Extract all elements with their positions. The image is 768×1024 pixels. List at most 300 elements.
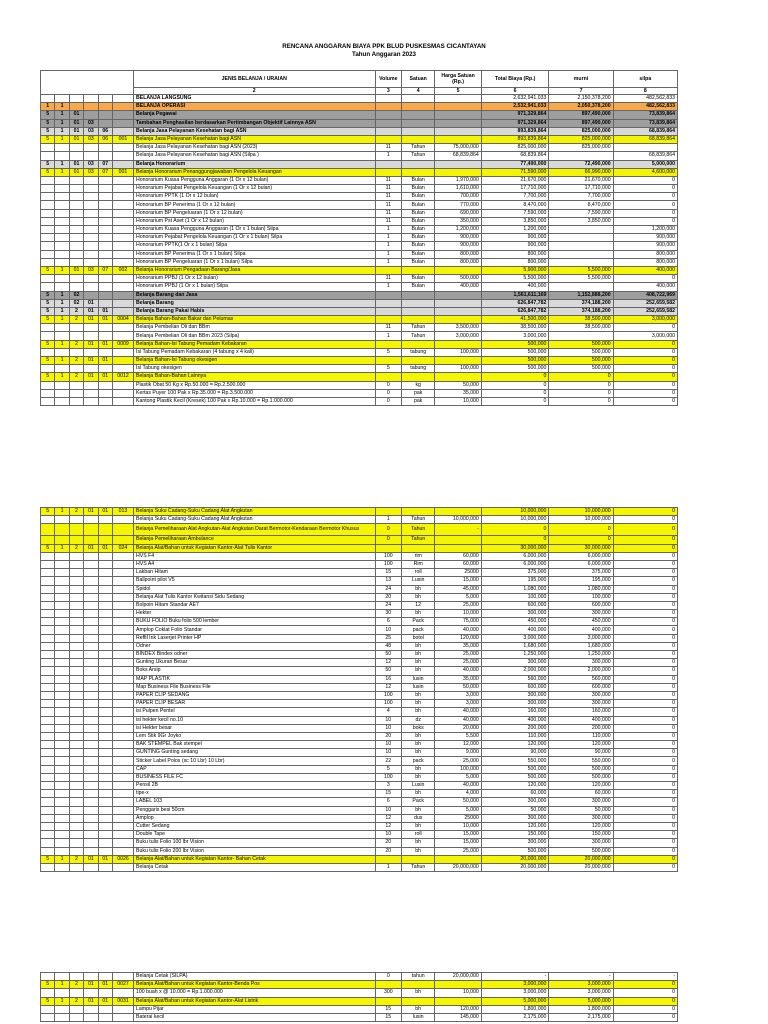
account-code-cell: 2 bbox=[69, 981, 83, 989]
account-code-cell bbox=[41, 847, 55, 855]
account-code-cell bbox=[55, 610, 69, 618]
total-cost-cell: 300,000 bbox=[481, 814, 549, 822]
account-code-cell bbox=[69, 700, 83, 708]
account-code-cell bbox=[41, 234, 55, 242]
unit-price-cell: 25000 bbox=[435, 814, 482, 822]
unit-price-cell: 35,000 bbox=[435, 389, 482, 397]
unit-cell bbox=[402, 997, 435, 1005]
unit-cell: Bulan bbox=[402, 176, 435, 184]
silpa-cell: 0 bbox=[613, 610, 677, 618]
account-code-cell bbox=[98, 634, 112, 642]
account-code-cell: 2 bbox=[69, 508, 83, 516]
account-code-cell bbox=[41, 275, 55, 283]
account-code-cell: 01 bbox=[69, 111, 83, 119]
account-code-cell bbox=[98, 989, 112, 997]
account-code-cell bbox=[84, 585, 98, 593]
unit-cell: Tahun bbox=[402, 332, 435, 340]
total-cost-cell: 500,000 bbox=[481, 340, 549, 348]
account-code-cell bbox=[55, 201, 69, 209]
account-code-cell bbox=[55, 185, 69, 193]
description-cell: Honorarium Kuasa Pengguna Anggaran (1 Or x 1 bulan) Silpa bbox=[134, 226, 376, 234]
account-code-cell bbox=[98, 103, 112, 111]
account-code-cell bbox=[69, 577, 83, 585]
silpa-cell: 0 bbox=[613, 569, 677, 577]
account-code-cell bbox=[41, 634, 55, 642]
unit-price-cell bbox=[435, 357, 482, 365]
silpa-cell: 900,000 bbox=[613, 242, 677, 250]
account-code-cell: 001 bbox=[112, 135, 133, 143]
account-code-cell bbox=[112, 560, 133, 568]
unit-price-cell: 5,000 bbox=[435, 773, 482, 781]
volume-cell: 1 bbox=[375, 234, 402, 242]
account-code-cell bbox=[41, 724, 55, 732]
murni-cell: 1,250,000 bbox=[549, 651, 613, 659]
silpa-cell: 0 bbox=[613, 185, 677, 193]
description-cell: PAPER CLIP BESAR bbox=[134, 700, 376, 708]
total-cost-cell: 71,590,000 bbox=[481, 168, 549, 176]
silpa-cell: 0 bbox=[613, 790, 677, 798]
account-code-cell bbox=[69, 389, 83, 397]
account-code-cell bbox=[69, 822, 83, 830]
column-number: 6 bbox=[481, 88, 549, 95]
silpa-cell: 0 bbox=[613, 814, 677, 822]
account-code-cell bbox=[98, 1013, 112, 1021]
account-code-cell bbox=[112, 618, 133, 626]
description-cell: HVS F4 bbox=[134, 552, 376, 560]
murni-cell: 110,000 bbox=[549, 732, 613, 740]
account-code-cell bbox=[69, 1005, 83, 1013]
account-code-cell: 01 bbox=[69, 135, 83, 143]
total-cost-cell: 160,000 bbox=[481, 708, 549, 716]
volume-cell bbox=[375, 103, 402, 111]
volume-cell: 20 bbox=[375, 839, 402, 847]
description-cell: BUKU FOLIO Buku folio 500 lember bbox=[134, 618, 376, 626]
unit-cell bbox=[402, 340, 435, 348]
account-code-cell bbox=[55, 782, 69, 790]
murni-cell bbox=[549, 242, 613, 250]
account-code-cell bbox=[98, 798, 112, 806]
unit-price-cell: 10,000 bbox=[435, 989, 482, 997]
account-code-cell bbox=[98, 757, 112, 765]
silpa-cell bbox=[613, 144, 677, 152]
table-row bbox=[41, 806, 678, 814]
silpa-cell: 0 bbox=[613, 618, 677, 626]
unit-price-cell: 40,000 bbox=[435, 708, 482, 716]
account-code-cell bbox=[69, 242, 83, 250]
unit-cell: lusin bbox=[402, 683, 435, 691]
account-code-cell bbox=[55, 569, 69, 577]
account-code-cell bbox=[55, 516, 69, 524]
column-header: Harga Satuan (Rp.) bbox=[435, 71, 482, 88]
account-code-cell bbox=[84, 250, 98, 258]
account-code-cell bbox=[41, 332, 55, 340]
volume-cell: 0 bbox=[375, 536, 402, 544]
total-cost-cell: 3,000,000 bbox=[481, 989, 549, 997]
total-cost-cell: 450,000 bbox=[481, 618, 549, 626]
account-code-cell: 01 bbox=[98, 508, 112, 516]
table-row bbox=[41, 201, 678, 209]
unit-price-cell: 25000 bbox=[435, 569, 482, 577]
column-number: 2 bbox=[134, 88, 376, 95]
silpa-cell: 73,839,864 bbox=[613, 119, 677, 127]
murni-cell: 500,000 bbox=[549, 340, 613, 348]
unit-cell: bh bbox=[402, 741, 435, 749]
description-cell: Plastik Obat 50 Kg x Rp.50.000 = Rp.2.500.000 bbox=[134, 381, 376, 389]
account-code-cell bbox=[69, 152, 83, 160]
volume-cell bbox=[375, 981, 402, 989]
account-code-cell bbox=[55, 234, 69, 242]
silpa-cell: 0 bbox=[613, 981, 677, 989]
account-code-cell: 5 bbox=[41, 373, 55, 381]
total-cost-cell: 0 bbox=[481, 397, 549, 405]
table-row bbox=[41, 397, 678, 405]
total-cost-cell: 20,000,000 bbox=[481, 863, 549, 871]
account-code-cell bbox=[84, 209, 98, 217]
volume-cell: 30 bbox=[375, 610, 402, 618]
account-code-cell bbox=[55, 524, 69, 536]
volume-cell bbox=[375, 508, 402, 516]
volume-cell: 3 bbox=[375, 782, 402, 790]
account-code-cell bbox=[112, 397, 133, 405]
description-cell: Belanja Bahan-Bahan Bakar dan Pelumas bbox=[134, 316, 376, 324]
account-code-cell bbox=[112, 601, 133, 609]
account-code-cell bbox=[98, 144, 112, 152]
volume-cell: 50 bbox=[375, 651, 402, 659]
account-code-cell bbox=[69, 95, 83, 103]
unit-cell: roll bbox=[402, 831, 435, 839]
account-code-cell bbox=[112, 242, 133, 250]
unit-cell bbox=[402, 544, 435, 552]
unit-price-cell: 1,970,000 bbox=[435, 176, 482, 184]
account-code-cell: 1 bbox=[55, 316, 69, 324]
description-cell: Belanja Pemeliharaan Ambulance bbox=[134, 536, 376, 544]
account-code-cell bbox=[84, 601, 98, 609]
description-cell: LABEL 103 bbox=[134, 798, 376, 806]
account-code-cell: 1 bbox=[55, 266, 69, 274]
account-code-cell: 01 bbox=[84, 340, 98, 348]
volume-cell bbox=[375, 127, 402, 135]
silpa-cell: 0 bbox=[613, 209, 677, 217]
table-row bbox=[41, 226, 678, 234]
unit-cell: Tahun bbox=[402, 516, 435, 524]
account-code-cell bbox=[41, 675, 55, 683]
description-cell: Gunting Ukuran Besar bbox=[134, 659, 376, 667]
account-code-cell bbox=[112, 724, 133, 732]
total-cost-cell: 400,000 bbox=[481, 283, 549, 291]
account-code-cell bbox=[69, 831, 83, 839]
account-code-cell bbox=[98, 675, 112, 683]
total-cost-cell: 1,561,611,169 bbox=[481, 291, 549, 299]
description-cell: Belanja Pembelian Oli dan BBm 2023 (Silpa) bbox=[134, 332, 376, 340]
account-code-cell bbox=[55, 831, 69, 839]
description-cell: Belanja Jasa Pelayanan Kesehatan bagi ASN bbox=[134, 127, 376, 135]
column-number: 5 bbox=[435, 88, 482, 95]
column-number-row bbox=[41, 88, 678, 95]
account-code-cell bbox=[98, 348, 112, 356]
table-row bbox=[41, 749, 678, 757]
silpa-cell: 0 bbox=[613, 822, 677, 830]
account-code-cell bbox=[69, 185, 83, 193]
account-code-cell bbox=[41, 708, 55, 716]
description-cell: Belanja Alat/Bahan untuk Kegiatan Kantor-Alat Tulis Kantor bbox=[134, 544, 376, 552]
account-code-cell bbox=[55, 839, 69, 847]
volume-cell: 1 bbox=[375, 152, 402, 160]
murni-cell bbox=[549, 258, 613, 266]
total-cost-cell: 1,080,000 bbox=[481, 585, 549, 593]
silpa-cell: 0 bbox=[613, 601, 677, 609]
murni-cell: 300,000 bbox=[549, 610, 613, 618]
account-code-cell bbox=[41, 585, 55, 593]
account-code-cell bbox=[112, 1013, 133, 1021]
murni-cell: 825,000,000 bbox=[549, 135, 613, 143]
total-cost-cell: 21,670,000 bbox=[481, 176, 549, 184]
account-code-cell bbox=[55, 798, 69, 806]
unit-price-cell: 35,000 bbox=[435, 675, 482, 683]
account-code-cell bbox=[69, 863, 83, 871]
silpa-cell: 0 bbox=[613, 524, 677, 536]
murni-cell: 300,000 bbox=[549, 798, 613, 806]
account-code-cell bbox=[41, 1005, 55, 1013]
account-code-cell bbox=[112, 160, 133, 168]
account-code-cell: 5 bbox=[41, 855, 55, 863]
unit-price-cell: 15,000 bbox=[435, 831, 482, 839]
total-cost-cell: 0 bbox=[481, 536, 549, 544]
description-cell: Kantong Plastik Kecil (Kresek) 100 Pak x Rp.10.000 = Rp.1.000.000 bbox=[134, 397, 376, 405]
account-code-cell bbox=[41, 560, 55, 568]
murni-cell: 21,670,000 bbox=[549, 176, 613, 184]
account-code-cell bbox=[112, 569, 133, 577]
table-row bbox=[41, 127, 678, 135]
silpa-cell: 0 bbox=[613, 585, 677, 593]
account-code-cell: 07 bbox=[98, 168, 112, 176]
unit-cell bbox=[402, 291, 435, 299]
account-code-cell bbox=[112, 642, 133, 650]
account-code-cell bbox=[84, 593, 98, 601]
account-code-cell bbox=[69, 642, 83, 650]
account-code-cell bbox=[112, 307, 133, 315]
description-cell: BAK STEMPEL Bak stempel bbox=[134, 741, 376, 749]
account-code-cell: 2 bbox=[69, 340, 83, 348]
table-row bbox=[41, 1005, 678, 1013]
murni-cell: 195,000 bbox=[549, 577, 613, 585]
account-code-cell bbox=[41, 642, 55, 650]
volume-cell bbox=[375, 95, 402, 103]
murni-cell: 300,000 bbox=[549, 700, 613, 708]
volume-cell: 1 bbox=[375, 863, 402, 871]
account-code-cell: 01 bbox=[98, 997, 112, 1005]
total-cost-cell: 300,000 bbox=[481, 700, 549, 708]
account-code-cell bbox=[112, 209, 133, 217]
unit-price-cell bbox=[435, 855, 482, 863]
account-code-cell bbox=[84, 659, 98, 667]
murni-cell: 150,000 bbox=[549, 831, 613, 839]
account-code-cell bbox=[112, 111, 133, 119]
unit-cell: bh bbox=[402, 585, 435, 593]
volume-cell: 11 bbox=[375, 193, 402, 201]
unit-price-cell bbox=[435, 316, 482, 324]
account-code-cell: 1 bbox=[55, 307, 69, 315]
account-code-cell bbox=[112, 732, 133, 740]
account-code-cell bbox=[84, 577, 98, 585]
table-row bbox=[41, 700, 678, 708]
description-cell: Belanja Jasa Pelayanan Kesehatan bagi ASN (2023) bbox=[134, 144, 376, 152]
description-cell: BUSINESS FILE FC bbox=[134, 773, 376, 781]
unit-price-cell: 40,000 bbox=[435, 626, 482, 634]
account-code-cell bbox=[84, 822, 98, 830]
account-code-cell bbox=[98, 847, 112, 855]
table-row bbox=[41, 675, 678, 683]
unit-cell: Lusin bbox=[402, 782, 435, 790]
total-cost-cell: 120,000 bbox=[481, 822, 549, 830]
account-code-cell: 2 bbox=[69, 855, 83, 863]
account-code-cell: 03 bbox=[84, 127, 98, 135]
total-cost-cell: 3,000,000 bbox=[481, 332, 549, 340]
silpa-cell: 0 bbox=[613, 348, 677, 356]
account-code-cell: 5 bbox=[41, 981, 55, 989]
description-cell: Belanja Alat Tulis Kantor Kwitansi Sidu Sedang bbox=[134, 593, 376, 601]
total-cost-cell: 500,000 bbox=[481, 765, 549, 773]
account-code-cell bbox=[112, 152, 133, 160]
account-code-cell bbox=[55, 741, 69, 749]
volume-cell bbox=[375, 316, 402, 324]
total-cost-cell: 3,000,000 bbox=[481, 634, 549, 642]
description-cell: Belanja Cetak bbox=[134, 863, 376, 871]
account-code-cell bbox=[98, 185, 112, 193]
account-code-cell bbox=[41, 651, 55, 659]
account-code-cell bbox=[41, 973, 55, 981]
table-row bbox=[41, 291, 678, 299]
account-code-cell bbox=[98, 667, 112, 675]
table-row bbox=[41, 135, 678, 143]
unit-cell bbox=[402, 111, 435, 119]
silpa-cell: 400,000 bbox=[613, 283, 677, 291]
account-code-cell: 1 bbox=[55, 981, 69, 989]
description-cell: Honorarium PPTK(1 Or x 1 bulan) Silpa bbox=[134, 242, 376, 250]
silpa-cell: 5,000,000 bbox=[613, 160, 677, 168]
account-code-cell bbox=[55, 95, 69, 103]
account-code-cell bbox=[41, 144, 55, 152]
account-code-cell bbox=[98, 332, 112, 340]
murni-cell: 400,000 bbox=[549, 626, 613, 634]
account-code-cell bbox=[69, 209, 83, 217]
description-cell: Belanja Jasa Pelayanan Kesehatan bagi ASN (Silpa ) bbox=[134, 152, 376, 160]
column-number: 3 bbox=[375, 88, 402, 95]
murni-cell: 825,000,000 bbox=[549, 144, 613, 152]
account-code-cell bbox=[84, 839, 98, 847]
account-code-cell bbox=[112, 119, 133, 127]
document-subtitle: Tahun Anggaran 2023 bbox=[352, 51, 416, 58]
account-code-cell bbox=[98, 242, 112, 250]
account-code-cell bbox=[69, 618, 83, 626]
total-cost-cell: 300,000 bbox=[481, 659, 549, 667]
volume-cell: 1 bbox=[375, 258, 402, 266]
account-code-cell bbox=[41, 283, 55, 291]
murni-cell bbox=[549, 152, 613, 160]
volume-cell: 10 bbox=[375, 716, 402, 724]
account-code-cell bbox=[41, 193, 55, 201]
murni-cell: 6,000,000 bbox=[549, 552, 613, 560]
unit-cell: Bulan bbox=[402, 258, 435, 266]
account-code-cell bbox=[98, 209, 112, 217]
volume-cell: 12 bbox=[375, 659, 402, 667]
account-code-cell bbox=[98, 863, 112, 871]
account-code-cell bbox=[84, 332, 98, 340]
description-cell: Belanja Honorarium Penanggungjawaban Pengelola Keuangan bbox=[134, 168, 376, 176]
murni-cell bbox=[549, 226, 613, 234]
silpa-cell: 0 bbox=[613, 593, 677, 601]
unit-price-cell: 800,000 bbox=[435, 250, 482, 258]
account-code-cell bbox=[55, 324, 69, 332]
volume-cell: 15 bbox=[375, 569, 402, 577]
table-row bbox=[41, 536, 678, 544]
unit-price-cell: 3,000 bbox=[435, 691, 482, 699]
account-code-cell: 06 bbox=[98, 127, 112, 135]
silpa-cell: 0 bbox=[613, 560, 677, 568]
silpa-cell: 0 bbox=[613, 176, 677, 184]
volume-cell: 20 bbox=[375, 593, 402, 601]
account-code-cell: 01 bbox=[84, 299, 98, 307]
unit-price-cell bbox=[435, 95, 482, 103]
account-code-cell bbox=[41, 217, 55, 225]
account-code-cell bbox=[69, 806, 83, 814]
account-code-cell bbox=[98, 822, 112, 830]
account-code-cell bbox=[98, 250, 112, 258]
account-code-cell bbox=[112, 683, 133, 691]
murni-cell: 50,000 bbox=[549, 806, 613, 814]
table-row bbox=[41, 724, 678, 732]
account-code-cell bbox=[84, 193, 98, 201]
volume-cell bbox=[375, 111, 402, 119]
unit-price-cell: 3,000 bbox=[435, 700, 482, 708]
account-code-cell bbox=[98, 95, 112, 103]
unit-cell bbox=[402, 95, 435, 103]
murni-cell: 10,000,000 bbox=[549, 516, 613, 524]
account-code-cell bbox=[41, 601, 55, 609]
account-code-cell bbox=[84, 831, 98, 839]
account-code-cell bbox=[112, 700, 133, 708]
column-header: murni bbox=[549, 71, 613, 88]
volume-cell: 12 bbox=[375, 822, 402, 830]
account-code-cell: 01 bbox=[98, 981, 112, 989]
unit-cell bbox=[402, 160, 435, 168]
volume-cell: 11 bbox=[375, 144, 402, 152]
account-code-cell bbox=[112, 831, 133, 839]
silpa-cell: 0 bbox=[613, 716, 677, 724]
silpa-cell: 0 bbox=[613, 700, 677, 708]
account-code-cell bbox=[98, 782, 112, 790]
total-cost-cell: 900,000 bbox=[481, 234, 549, 242]
unit-cell: bh bbox=[402, 765, 435, 773]
account-code-cell: 001 bbox=[112, 168, 133, 176]
account-code-cell: 0012 bbox=[112, 373, 133, 381]
table-row bbox=[41, 544, 678, 552]
unit-cell: dus bbox=[402, 814, 435, 822]
murni-cell: 2,000,000 bbox=[549, 667, 613, 675]
unit-cell: Tahun bbox=[402, 144, 435, 152]
account-code-cell: 03 bbox=[84, 266, 98, 274]
unit-price-cell bbox=[435, 111, 482, 119]
murni-cell: 60,000 bbox=[549, 790, 613, 798]
account-code-cell bbox=[55, 152, 69, 160]
account-code-cell bbox=[55, 226, 69, 234]
account-code-cell: 1 bbox=[55, 168, 69, 176]
volume-cell: 5 bbox=[375, 365, 402, 373]
total-cost-cell: - bbox=[481, 973, 549, 981]
account-code-cell bbox=[55, 757, 69, 765]
account-code-cell bbox=[112, 201, 133, 209]
total-cost-cell: 300,000 bbox=[481, 691, 549, 699]
account-code-cell bbox=[84, 103, 98, 111]
